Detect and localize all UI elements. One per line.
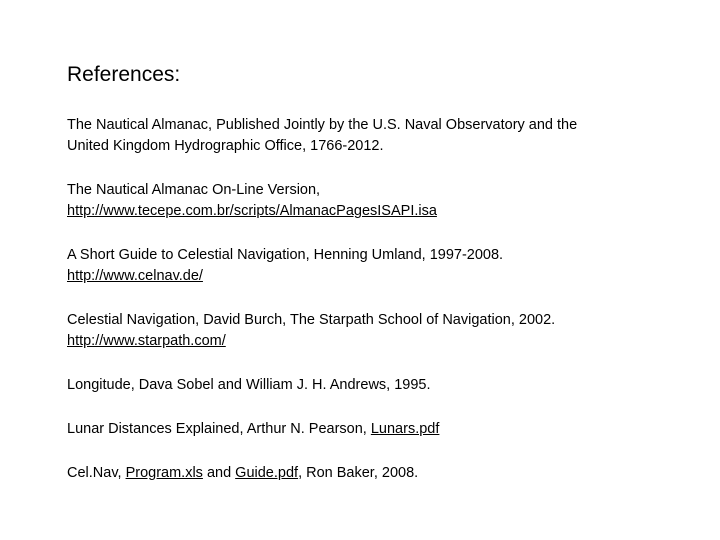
reference-nautical-almanac (67, 115, 687, 157)
reference-celestial-navigation (67, 310, 687, 352)
reference-longitude (67, 375, 687, 396)
reference-text: Celestial Navigation, David Burch, The Starpath School of Navigation, 2002. (67, 312, 556, 328)
reference-text: The Nautical Almanac On-Line Version, (67, 182, 321, 198)
reference-text: United Kingdom Hydrographic Office, 1766-2012. (67, 138, 384, 154)
celnav-link[interactable]: http://www.celnav.de/ (67, 268, 203, 284)
guide-pdf-link[interactable]: Guide.pdf (235, 465, 299, 481)
reference-text: The Nautical Almanac, Published Jointly by the U.S. Naval Observatory and the (67, 117, 578, 133)
lunars-pdf-link[interactable]: Lunars.pdf (370, 421, 440, 437)
reference-text: Longitude, Dava Sobel and William J. H. Andrews, 1995. (67, 377, 431, 393)
reference-text: , Ron Baker, 2008. (298, 465, 419, 481)
starpath-link[interactable]: http://www.starpath.com/ (67, 333, 226, 349)
tecepe-link[interactable]: http://www.tecepe.com.br/scripts/AlmanacPagesISAPI.isa (67, 203, 437, 219)
reference-text: Cel.Nav, (67, 465, 126, 481)
reference-text: A Short Guide to Celestial Navigation, Henning Umland, 1997-2008. (67, 247, 504, 263)
reference-lunar-distances (67, 419, 687, 440)
slide-title: References: (67, 63, 181, 86)
references-list (67, 115, 687, 484)
reference-celnav (67, 463, 687, 484)
reference-short-guide (67, 245, 687, 287)
reference-nautical-almanac-online (67, 180, 687, 222)
reference-text: Lunar Distances Explained, Arthur N. Pearson, (67, 421, 371, 437)
program-xls-link[interactable]: Program.xls (125, 465, 203, 481)
reference-text: and (202, 465, 236, 481)
